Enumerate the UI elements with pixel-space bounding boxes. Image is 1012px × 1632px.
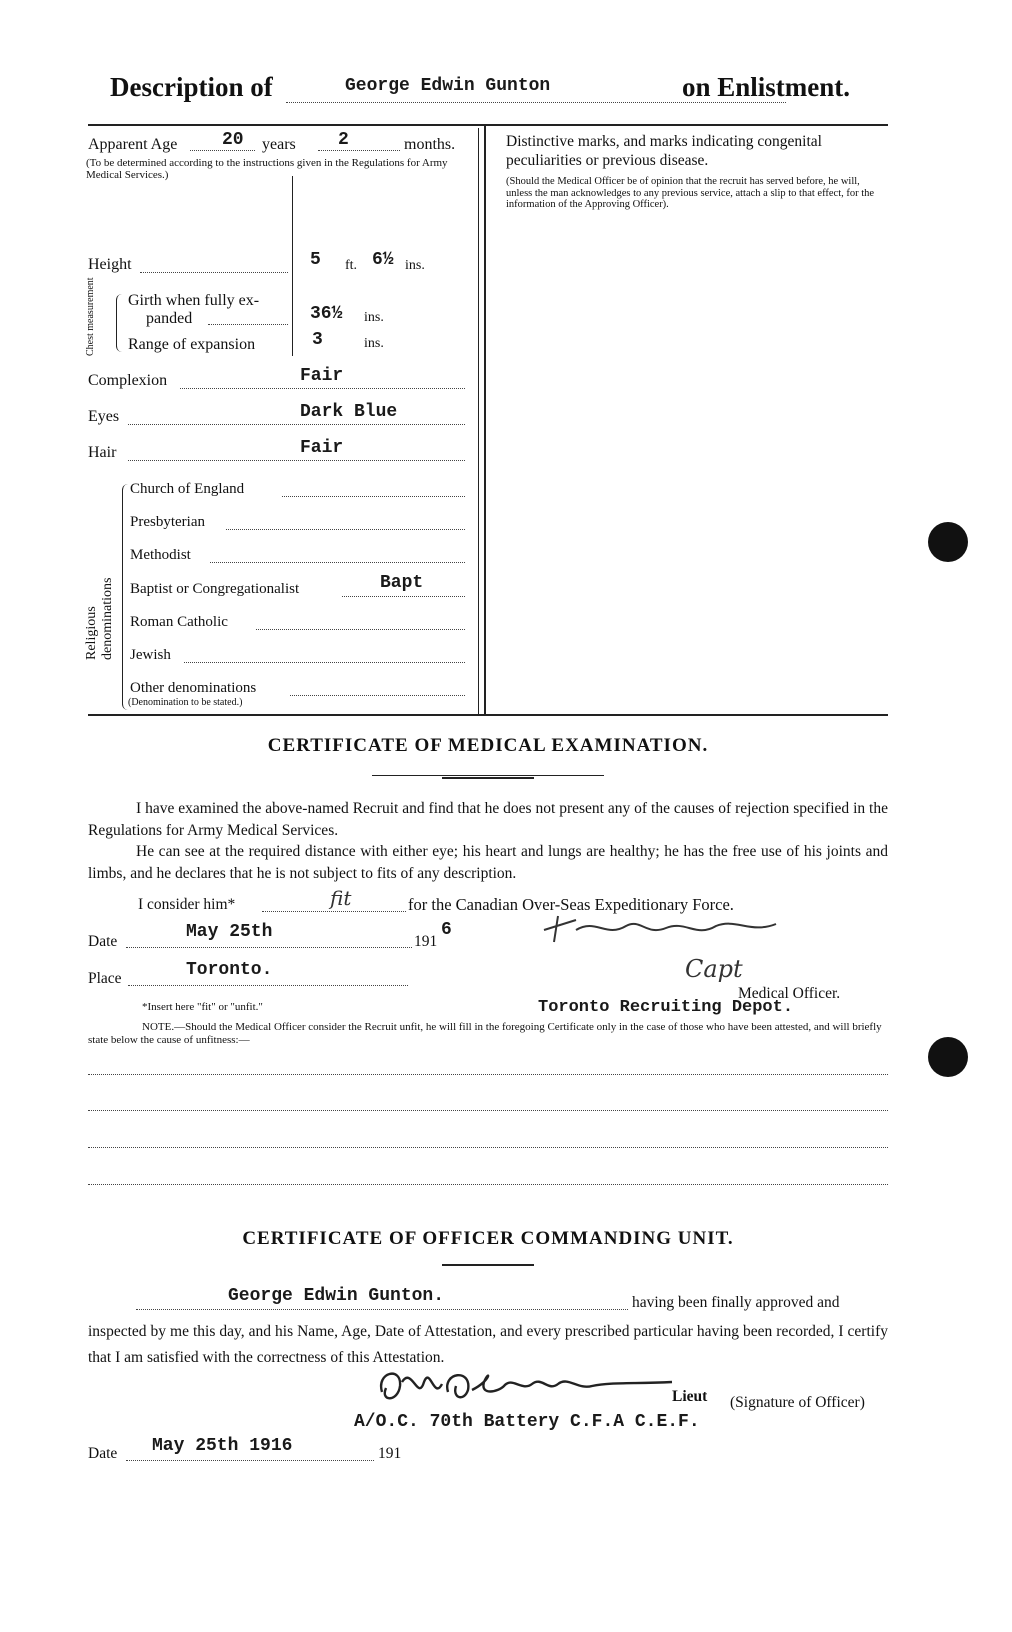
medical-date-value: May 25th <box>186 922 273 942</box>
religion-line-6 <box>290 693 465 696</box>
header-suffix: on Enlistment. <box>682 72 851 102</box>
medical-heading-rule <box>372 775 604 776</box>
commanding-text-2: inspected by me this day, and his Name, Age, Date of Attestation, and every prescribed particular having been recorded, I certify that I am satisfied with the correctness of this Attestation. <box>88 1323 888 1366</box>
medical-year-prefix: 191 <box>414 933 438 950</box>
hair-line <box>128 458 465 461</box>
commanding-date-value: May 25th 1916 <box>152 1436 293 1456</box>
center-divider <box>484 124 486 714</box>
chest-brace <box>116 294 123 352</box>
medical-heading-rule-thick <box>442 777 534 779</box>
age-note: (To be determined according to the instructions given in the Regulations for Army Medical Services.) <box>86 157 448 181</box>
place-value: Toronto. <box>186 960 273 980</box>
height-label: Height <box>88 256 132 273</box>
ft-label: ft. <box>345 258 358 273</box>
religion-label-6: Other denominations <box>130 680 257 696</box>
value-column-rule <box>292 176 293 356</box>
medical-heading: CERTIFICATE OF MEDICAL EXAMINATION. <box>267 735 709 756</box>
eyes-line <box>128 422 465 425</box>
consider-value: fit <box>330 886 352 910</box>
signature-label: (Signature of Officer) <box>730 1394 865 1411</box>
hair-value: Fair <box>300 438 344 458</box>
commanding-name: George Edwin Gunton. <box>228 1286 445 1306</box>
religion-label-4: Roman Catholic <box>130 614 228 630</box>
medical-year-suffix: 6 <box>441 920 452 940</box>
range-value: 3 <box>312 330 323 350</box>
recruit-name: George Edwin Gunton <box>345 76 551 96</box>
religion-brace <box>122 484 129 710</box>
religion-line-5 <box>184 660 465 663</box>
unfitness-line-2 <box>88 1108 888 1111</box>
age-label: Apparent Age <box>88 136 178 153</box>
religion-line-1 <box>226 527 465 530</box>
commanding-name-line <box>136 1307 628 1310</box>
religion-line-3 <box>342 594 465 597</box>
medical-officer-signature <box>536 908 796 948</box>
years-label: years <box>262 136 296 153</box>
religion-value-3: Bapt <box>380 573 424 593</box>
top-rule <box>88 124 888 126</box>
officer-label: Medical Officer. <box>738 985 841 1002</box>
complexion-value: Fair <box>300 366 344 386</box>
commanding-date-line <box>126 1458 374 1461</box>
unfitness-line-1 <box>88 1072 888 1075</box>
height-ft-value: 5 <box>310 250 321 270</box>
height-in-value: 6½ <box>372 250 394 270</box>
height-line <box>140 270 288 273</box>
punch-hole-lower <box>928 1037 968 1077</box>
place-line <box>128 983 408 986</box>
insert-note: *Insert here "fit" or "unfit." <box>142 1001 263 1013</box>
girth-label-2: panded <box>146 310 193 327</box>
commanding-heading-rule <box>442 1264 534 1266</box>
force-label: for the Canadian Over-Seas Expeditionary Force. <box>408 895 734 914</box>
page-header <box>110 72 880 108</box>
height-ins-label: ins. <box>405 258 425 273</box>
religion-label-2: Methodist <box>130 547 191 563</box>
center-divider-inner <box>478 128 479 714</box>
religion-line-2 <box>210 560 465 563</box>
commanding-heading: CERTIFICATE OF OFFICER COMMANDING UNIT. <box>242 1228 734 1249</box>
chest-label: Chest measurement <box>85 277 96 356</box>
age-months-line <box>318 148 400 151</box>
religion-label-1: Presbyterian <box>130 514 205 530</box>
commanding-date-label: Date <box>88 1445 118 1462</box>
commanding-rank: Lieut <box>672 1388 708 1405</box>
bottom-rule <box>88 714 888 716</box>
girth-ins-label: ins. <box>364 310 384 325</box>
religion-line-4 <box>256 627 465 630</box>
marks-title: Distinctive marks, and marks indicating congenital peculiarities or previous disease. <box>506 133 822 169</box>
commanding-unit: A/O.C. 70th Battery C.F.A C.E.F. <box>354 1412 700 1432</box>
medical-date-line <box>126 945 412 948</box>
complexion-line <box>180 386 465 389</box>
religion-label-0: Church of England <box>130 481 245 497</box>
age-months-value: 2 <box>338 130 349 150</box>
commanding-year-prefix: 191 <box>378 1445 402 1462</box>
religion-label: Religious denominations <box>84 577 115 660</box>
eyes-value: Dark Blue <box>300 402 398 422</box>
marks-note: (Should the Medical Officer be of opinion that the recruit has served before, he will, unless the man acknowledges to any previous service, attach a slip to that effect, for the information of the Approving Officer). <box>506 176 875 210</box>
eyes-label: Eyes <box>88 408 120 425</box>
medical-officer-rank: Capt <box>685 955 743 983</box>
consider-label: I consider him* <box>138 896 236 913</box>
range-label: Range of expansion <box>128 336 256 353</box>
range-ins-label: ins. <box>364 336 384 351</box>
punch-hole-upper <box>928 522 968 562</box>
unfitness-line-3 <box>88 1145 888 1148</box>
commanding-text-1: having been finally approved and <box>632 1294 840 1311</box>
unfitness-line-4 <box>88 1182 888 1185</box>
place-label: Place <box>88 970 122 987</box>
girth-line <box>208 322 288 325</box>
commanding-officer-signature <box>372 1362 692 1410</box>
medical-note: NOTE.—Should the Medical Officer consider the Recruit unfit, he will fill in the foregoing Certificate only in the case of those who have been attested, and will briefly state below the cause of unfitness:— <box>88 1021 882 1046</box>
medical-para-1: I have examined the above-named Recruit and find that he does not present any of the causes of rejection specified in the Regulations for Army Medical Services. <box>88 800 888 839</box>
age-years-value: 20 <box>222 130 244 150</box>
girth-value: 36½ <box>310 304 343 324</box>
complexion-label: Complexion <box>88 372 168 389</box>
medical-para-2: He can see at the required distance with either eye; his heart and lungs are healthy; he has the free use of his joints and limbs, and he declares that he is not subject to fits of any description. <box>88 843 888 882</box>
header-prefix: Description of <box>110 72 273 102</box>
girth-label-1: Girth when fully ex- <box>128 292 260 309</box>
religion-label-3: Baptist or Congregationalist <box>130 581 300 597</box>
hair-label: Hair <box>88 444 117 461</box>
denomination-note: (Denomination to be stated.) <box>128 697 243 708</box>
medical-date-label: Date <box>88 933 118 950</box>
recruiting-depot: Toronto Recruiting Depot. <box>538 998 794 1017</box>
religion-line-0 <box>282 494 465 497</box>
religion-label-5: Jewish <box>130 647 171 663</box>
months-label: months. <box>404 136 456 153</box>
